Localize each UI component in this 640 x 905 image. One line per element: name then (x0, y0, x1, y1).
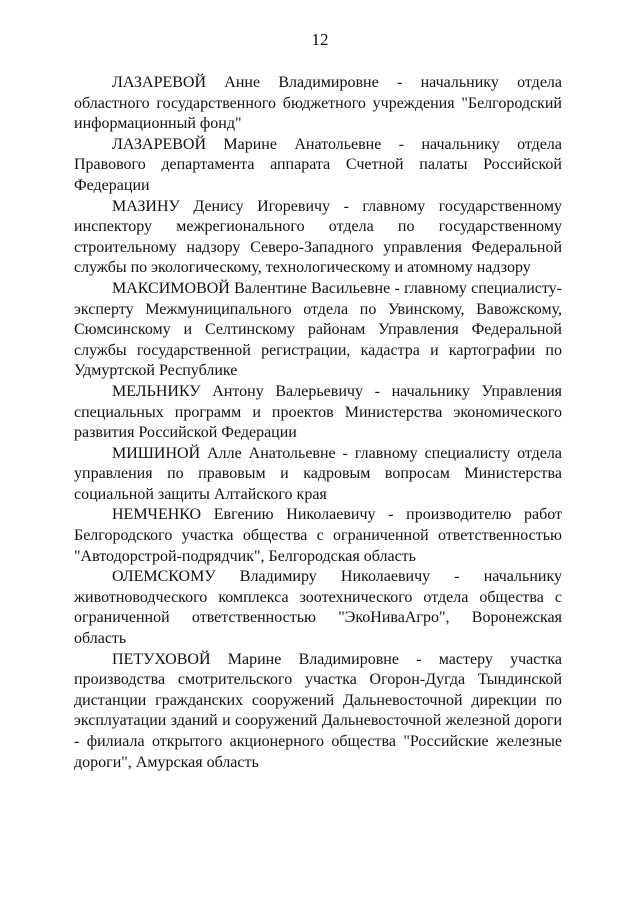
list-item: МЕЛЬНИКУ Антону Валерьевичу - начальнику Управления специальных программ и проектов Министерства экономического развития Российской Федерации (74, 382, 562, 442)
list-item: ЛАЗАРЕВОЙ Анне Владимировне - начальнику отдела областного государственного бюджетного учреждения "Белгородский информационный фонд" (74, 74, 562, 133)
list-item: ОЛЕМСКОМУ Владимиру Николаевичу - начальнику животноводческого комплекса зоотехнического отдела общества с ограниченной ответственностью "ЭкоНиваАгро", Воронежская область (74, 568, 562, 648)
list-item: МАЗИНУ Денису Игоревичу - главному государственному инспектору межрегионального отдела по государственному строительному надзору Северо-Западного управления Федеральной службы по экологическому, технологическому и атомному надзору (74, 197, 562, 277)
list-item: ПЕТУХОВОЙ Марине Владимировне - мастеру участка производства смотрительского участка Огорон-Дугда Тындинской дистанции гражданских сооружений Дальневосточной дирекции по эксплуатации зданий и сооружений Дальневосточной железной дороги - филиала открытого акционерного общества "Российские железные дороги", Амурская область (74, 650, 562, 771)
page-number: 12 (311, 30, 329, 49)
award-list (74, 73, 562, 773)
list-item: НЕМЧЕНКО Евгению Николаевичу - производителю работ Белгородского участка общества с ограниченной ответственностью "Автодорстрой-подрядчик", Белгородская область (74, 506, 562, 565)
list-item: МИШИНОЙ Алле Анатольевне - главному специалисту отдела управления по правовым и кадровым вопросам Министерства социальной защиты Алтайского края (74, 444, 562, 503)
list-item: МАКСИМОВОЙ Валентине Васильевне - главному специалисту-эксперту Межмуниципального отдела по Увинскому, Вавожскому, Сюмсинскому и Селтинскому районам Управления Федеральной службы государственной регистрации, кадастра и картографии по Удмуртской Республике (74, 279, 562, 380)
list-item: ЛАЗАРЕВОЙ Марине Анатольевне - начальнику отдела Правового департамента аппарата Счетной палаты Российской Федерации (74, 135, 562, 194)
